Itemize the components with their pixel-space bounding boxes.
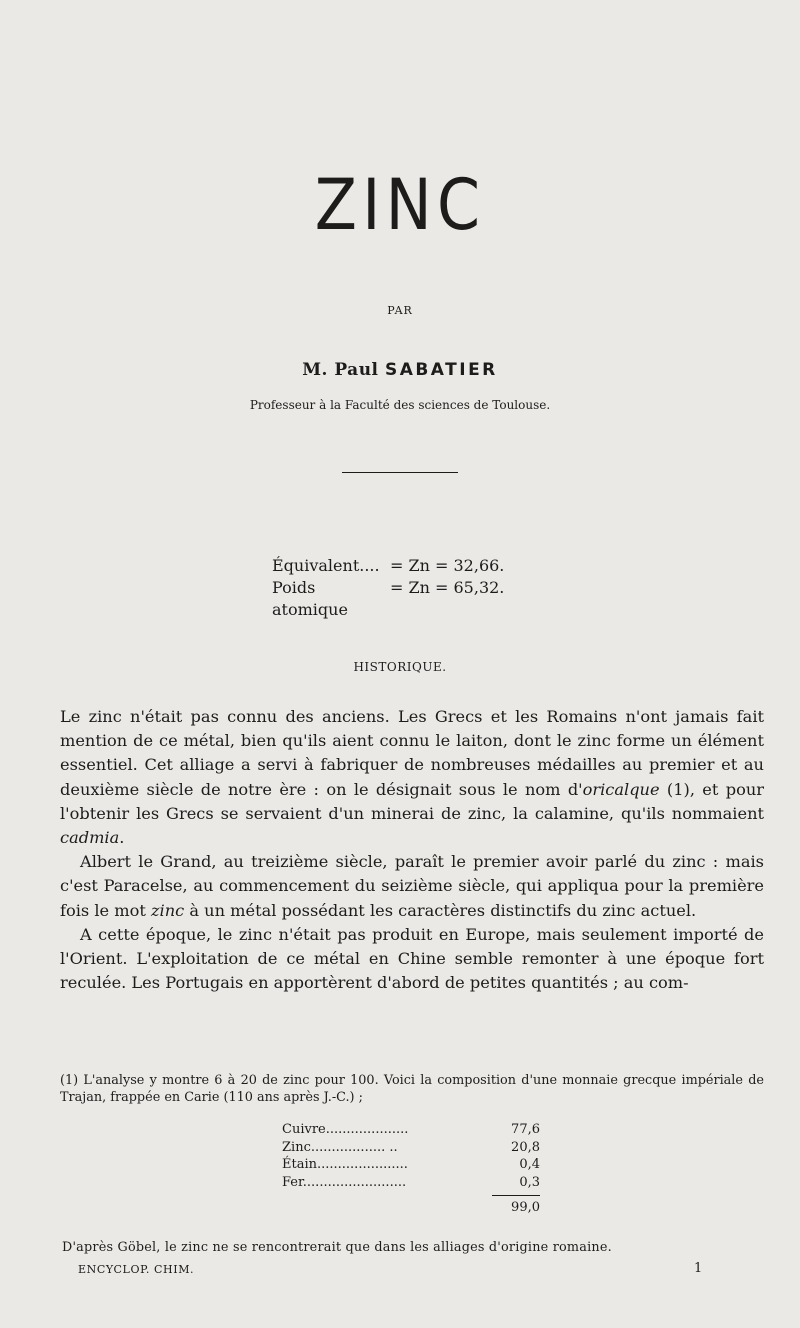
sum-rule <box>492 1195 540 1196</box>
atomic-weight-value: = Zn = 65,32. <box>390 578 505 597</box>
footnote-gobel: D'après Göbel, le zinc ne se rencontrerait que dans les alliages d'origine romaine. <box>62 1240 612 1255</box>
composition-row: Cuivre.................... 77,6 <box>282 1122 540 1137</box>
composition-table <box>282 1121 540 1217</box>
body-text <box>60 705 764 995</box>
atomic-weight-label: Poids atomique <box>272 578 348 619</box>
page-number: 1 <box>694 1261 703 1276</box>
paragraph-1: Le zinc n'était pas connu des anciens. Les Grecs et les Romains n'ont jamais fait mention de ce métal, bien qu'ils aient connu le laiton, dont le zinc forme un élément essentiel. Cet alliage a servi à fabriquer de nombreuses médailles au premier et au deuxième siècle de notre ère : on le désignait sous le nom d'oricalque (1), et pour l'obtenir les Grecs se servaient d'un minerai de zinc, la calamine, qu'ils nommaient cadmia. <box>60 707 764 848</box>
composition-row: Zinc.................. .. 20,8 <box>282 1139 540 1155</box>
author-name <box>0 360 800 380</box>
byline-par: PAR <box>387 304 413 317</box>
author-affiliation: Professeur à la Faculté des sciences de Toulouse. <box>249 398 551 412</box>
equivalent-row <box>272 555 504 577</box>
equivalent-label: Équivalent.... <box>272 556 380 575</box>
author-prefix: M. Paul <box>302 360 379 380</box>
section-heading: HISTORIQUE. <box>353 660 447 674</box>
equivalents-block <box>272 555 504 621</box>
term-oricalque: oricalque <box>582 779 660 799</box>
equivalent-value: = Zn = 32,66. <box>390 556 505 575</box>
paragraph-2: Albert le Grand, au treizième siècle, paraît le premier avoir parlé du zinc : mais c'est Paracelse, au commencement du seizième siècle, qui appliqua pour la première fois le mot zinc à un métal possédant les caractères distinctifs du zinc actuel. <box>60 852 764 920</box>
composition-total: 99,0 <box>511 1200 540 1215</box>
article-title: ZINC <box>314 164 486 246</box>
atomic-weight-row <box>272 577 504 621</box>
footer-signature: ENCYCLOP. CHIM. <box>78 1263 195 1276</box>
term-cadmia: cadmia <box>60 828 120 848</box>
paragraph-3: A cette époque, le zinc n'était pas produit en Europe, mais seulement importé de l'Orient. L'exploitation de ce métal en Chine semble remonter à une époque fort reculée. Les Portugais en apportèrent d'abord de petites quantités ; au com- <box>60 924 764 993</box>
author-surname: SABATIER <box>384 360 498 380</box>
composition-row: Étain...................... 0,4 <box>282 1157 540 1172</box>
composition-row: Fer......................... 0,3 <box>282 1174 540 1190</box>
footnote: (1) L'analyse y montre 6 à 20 de zinc pour 100. Voici la composition d'une monnaie grecque impériale de Trajan, frappée en Carie (110 ans après J.-C.) ; <box>60 1073 764 1105</box>
title-divider <box>342 472 458 473</box>
term-zinc: zinc <box>151 900 185 920</box>
composition-total-row <box>282 1199 540 1217</box>
